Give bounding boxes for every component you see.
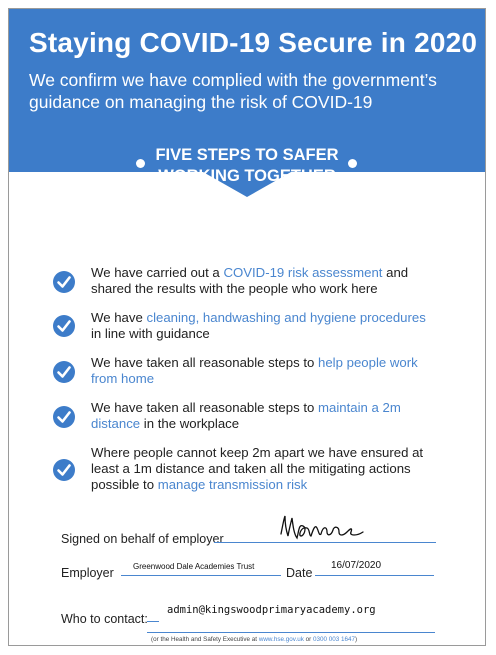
date-label: Date (286, 566, 313, 580)
step-text: in the workplace (140, 416, 240, 431)
steps-heading (127, 145, 367, 187)
check-circle-icon (53, 271, 75, 293)
hse-link[interactable]: www.hse.gov.uk (258, 636, 304, 643)
step-text: in line with guidance (91, 326, 210, 341)
check-circle-icon (53, 406, 75, 428)
contact-line-short (147, 621, 159, 622)
steps-heading-line1: FIVE STEPS TO SAFER (155, 146, 339, 164)
employer-label: Employer (61, 566, 114, 580)
step-link[interactable]: help people work from home (91, 355, 418, 386)
contact-line (147, 632, 435, 633)
page-title: Staying COVID-19 Secure in 2020 (29, 27, 478, 58)
check-circle-icon (53, 315, 75, 337)
step-item-3 (91, 355, 436, 387)
hse-note (151, 636, 357, 643)
step-text: We have carried out a (91, 265, 224, 280)
hse-note-text: or (303, 636, 313, 643)
bullet-dot-right (348, 159, 357, 168)
check-circle-icon (53, 459, 75, 481)
hse-note-text: (or the Health and Safety Executive at (151, 636, 259, 643)
steps-heading-line2: WORKING TOGETHER (158, 167, 336, 185)
step-link[interactable]: COVID-19 risk assessment (223, 265, 383, 280)
page-subtitle: We confirm we have complied with the government’s guidance on managing the risk of COVID-19 (29, 70, 437, 112)
employer-value: Greenwood Dale Academies Trust (133, 562, 255, 571)
step-link[interactable]: cleaning, handwashing and hygiene procedures (146, 310, 426, 325)
signed-label: Signed on behalf of employer (61, 532, 224, 546)
step-text: and shared the results with the people who work here (91, 265, 409, 296)
step-item-2 (91, 310, 436, 342)
check-circle-icon (53, 361, 75, 383)
date-value: 16/07/2020 (331, 560, 382, 571)
step-text: We have taken all reasonable steps to (91, 400, 319, 415)
contact-label: Who to contact: (61, 612, 148, 626)
step-link[interactable]: manage transmission risk (157, 477, 308, 492)
step-text: We have (91, 310, 147, 325)
step-item-1 (91, 265, 436, 297)
step-item-5 (91, 445, 436, 493)
step-item-4 (91, 400, 436, 432)
hse-note-text: ) (354, 636, 358, 643)
poster (8, 8, 486, 646)
handwritten-signature (277, 512, 367, 544)
step-text: We have taken all reasonable steps to (91, 355, 319, 370)
step-text: Where people cannot keep 2m apart we have ensured at least a 1m distance and taken all the mitigating actions possible to (91, 445, 424, 492)
employer-line (121, 575, 281, 576)
contact-value: admin@kingswoodprimaryacademy.org (167, 604, 376, 616)
date-line (315, 575, 434, 576)
step-link[interactable]: maintain a 2m distance (91, 400, 401, 431)
hse-phone-link[interactable]: 0300 003 1647 (312, 636, 355, 643)
